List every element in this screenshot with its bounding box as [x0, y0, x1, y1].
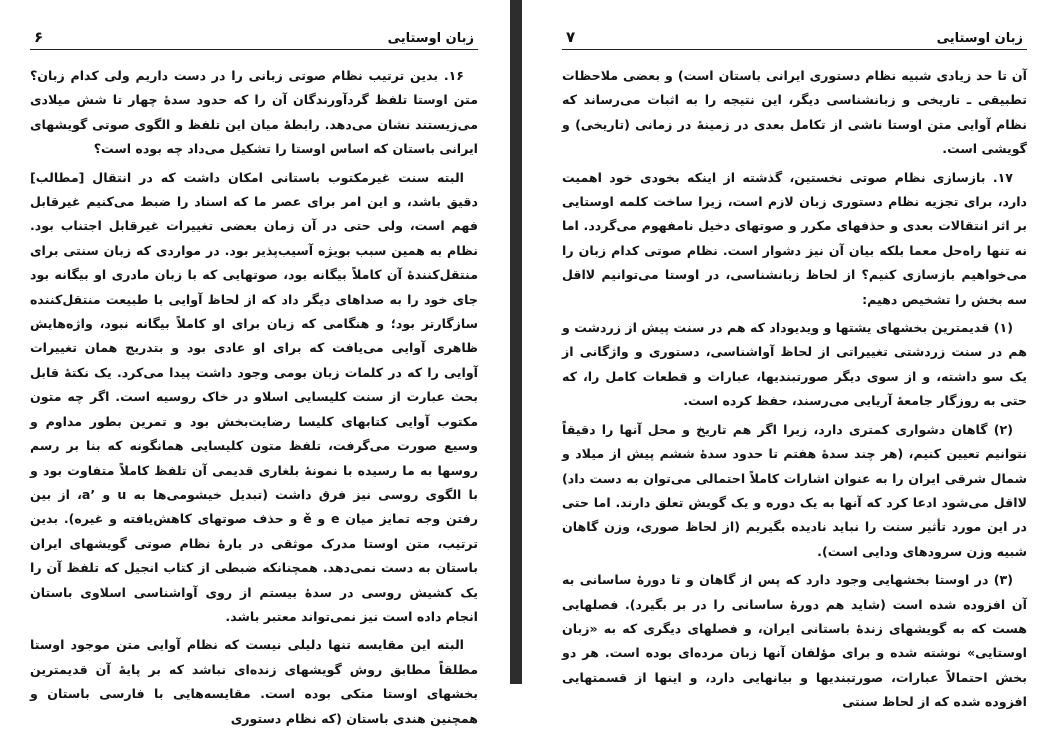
left-page-body: [30, 64, 478, 731]
running-title: زبان اوستایی: [387, 31, 474, 46]
paragraph: (۱) قدیمترین بخشهای یشتها و ویدیوداد که هم در سنت پیش از زردشت و هم در سنت زردشتی تغییراتی از لحاظ آواشناسی، دستوری و واژگانی از یک سو داشته، و از سوی دیگر صورتبندیها، عبارات و قطعات کامل را، که حتی به روزگار جامعهٔ آریایی می‌رسند، حفظ کرده است.: [562, 320, 1027, 409]
book-gutter: [510, 0, 522, 684]
paragraph: البته سنت غیرمکتوب باستانی امکان داشت که در انتقال [مطالب] دقیق باشد، و این امر برای عصر ما که اسناد را ضبط می‌کنیم غیرقابل فهم است، ولی حتی در آن زمان بعضی تغییرات غیرقابل اجتناب بود. نظام به همین سبب بویژه آسیب‌پذیر بود. در مواردی که زبان سنتی برای منتقل‌کنندهٔ آن کاملاً بیگانه بود، صوتهایی که با زبان مادری او بیگانه بود جای خود را به صداهای دیگر داد که از لحاظ آوایی با طبیعت منتقل‌کننده سازگارتر بود؛ و هنگامی که زبان برای او کاملاً بیگانه نبود، واژه‌هایش ظاهری آوایی می‌یافت که برای او عادی بود و بتدریج همان تغییرات آوایی را که در کلمات زبان بومی وجود داشت پیدا می‌کرد. یک نکتهٔ قابل بحث عبارت از سنت کلیسایی اسلاو در خاک روسیه است. اگر چه متون مکتوب آوایی کتابهای کلیسا رضایت‌بخش بود و تمرین بطور مداوم و وسیع صورت می‌گرفت، تلفظ متون کلیسایی همانگونه که بنا بر رسم روسها به ما رسیده با نمونهٔ بلغاری قدیمی آن تلفظ کاملاً متفاوت بود و با الگوی روسی نیز فرق داشت (تبدیل خیشومی‌ها به u و ’a، از بین رفتن وجه تمایز میان e و ě و حذف صوتهای کاهش‌یافته و غیره). بدین ترتیب، متن اوستا مدرک موثقی در بارهٔ نظام صوتی گویشهای ایران باستان به دست نمی‌دهد. همچنانکه ضبطی از کتاب انجیل که تلفظ آن را یک کشیش روسی در سدهٔ بیستم از روی آواشناسی اسلاوی باستان انجام داده است نیز نمی‌تواند معتبر باشد.: [30, 169, 478, 624]
page-number: ۶: [34, 28, 44, 46]
right-page: [522, 0, 1049, 710]
running-title: زبان اوستایی: [936, 31, 1023, 46]
right-page-header: [562, 28, 1027, 50]
paragraph: (۳) در اوستا بخشهایی وجود دارد که پس از گاهان و تا دورهٔ ساسانی به آن افزوده شده است (شاید هم دورهٔ ساسانی را در بر بگیرد). فصلهایی هست که به گویشهای زندهٔ باستانی ایران، و فصلهای دیگری که به «زبان اوستایی» نوشته شده و برای مؤلفان آنها زبان مرده‌ای بوده است. هر دو بخش احتمالاً عبارات، صورتبندیها و بیانهایی دارد، و اینها از قسمتهایی افزوده شده که از لحاظ سنتی: [562, 572, 1027, 710]
left-page: [0, 0, 510, 726]
right-page-body: [562, 64, 1027, 715]
paragraph: (۲) گاهان دشواری کمتری دارد، زیرا اگر هم تاریخ و محل آنها را دقیقاً نتوانیم تعیین کنیم، (هر چند سدهٔ هفتم تا حدود سدهٔ ششم پیش از میلاد و شمال شرقی ایران را به عنوان اشارات کاملاً احتمالی می‌توان به دست داد) لااقل می‌شود ادعا کرد که آنها به یک دوره و یک گویش تعلق دارند. اما حتی در این مورد تأثیر سنت را نباید نادیده بگیریم (از لحاظ صوری، وزن گاهان شبیه وزن سرودهای ودایی است).: [562, 421, 1027, 559]
paragraph: آن تا حد زیادی شبیه نظام دستوری ایرانی باستان است) و بعضی ملاحظات تطبیقی ـ تاریخی و زبانشناسی دیگر، این نتیجه را به اثبات می‌رساند که نظام آوایی متن اوستا ناشی از تکامل بعدی در زمینهٔ در زمانی (تاریخی) و گویشی است.: [562, 68, 1027, 157]
paragraph: ۱۶. بدین ترتیب نظام صوتی زبانی را در دست داریم ولی کدام زبان؟ متن اوستا تلفظ گردآورندگان آن را که حدود سدهٔ چهار تا شش میلادی می‌زیستند نشان می‌دهد. رابطهٔ میان این تلفظ و الگوی صوتی گویشهای ایرانی باستان که اساس اوستا را تشکیل می‌داد چه بوده است؟: [30, 68, 478, 157]
paragraph: البته این مقایسه تنها دلیلی نیست که نظام آوایی متن موجود اوستا مطلقاً مطابق روش گویشهای زنده‌ای نباشد که بر پایهٔ آن قدیمترین بخشهای اوستا متکی بوده است. مقایسه‌هایی با فارسی باستان و همچنین هندی باستان (که نظام دستوری: [30, 637, 478, 726]
paragraph: ۱۷. بازسازی نظام صوتی نخستین، گذشته از اینکه بخودی خود اهمیت دارد، برای تجزیه نظام دستوری زبان لازم است، زیرا ساخت کلمه اوستایی بر اثر انتقالات بعدی و حذفهای مکرر و صوتهای دخیل نامفهوم می‌گردد. اما نه تنها راه‌حل معما بلکه بیان آن نیز دشوار است. نظام صوتی کدام زبان را می‌خواهیم بازسازی کنیم؟ از لحاظ زبانشناسی، در اوستا می‌توانیم لااقل سه بخش را تشخیص دهیم:: [562, 169, 1027, 307]
left-page-header: [30, 28, 478, 50]
page-number: ۷: [566, 28, 576, 46]
